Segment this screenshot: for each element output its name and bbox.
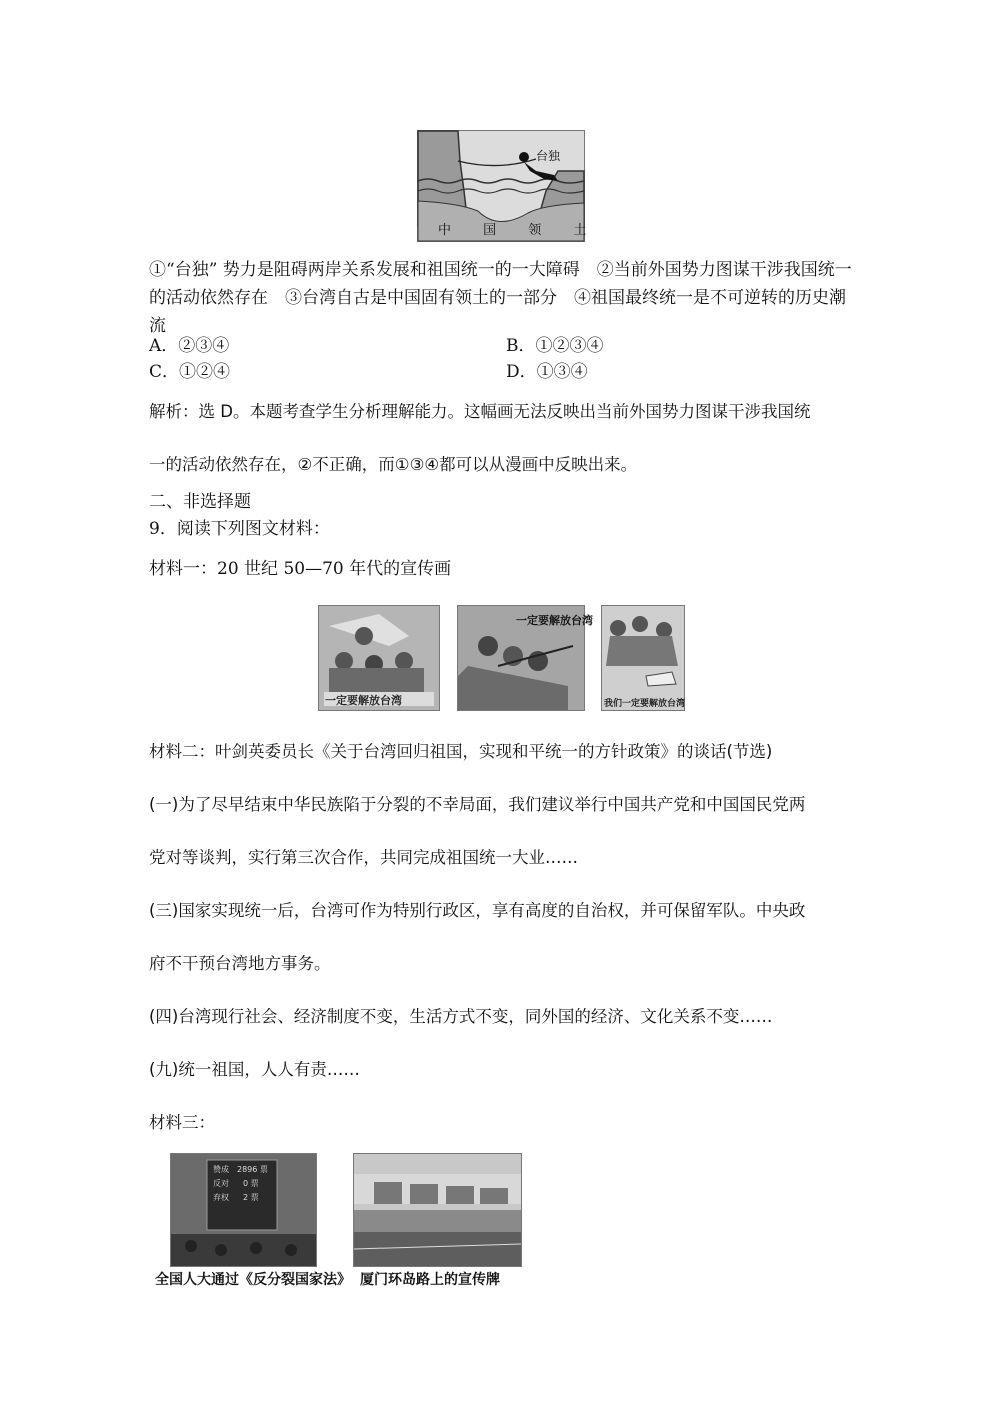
- vote-row-1-label: 赞成: [213, 1165, 229, 1174]
- poster-1: [318, 605, 440, 711]
- photo-xiamen-billboard: [353, 1153, 522, 1267]
- material-2-p4: (四)台湾现行社会、经济制度不变，生活方式不变，同外国的经济、文化关系不变……: [149, 1007, 773, 1026]
- photo-1-caption: 全国人大通过《反分裂国家法》: [155, 1272, 351, 1288]
- cartoon-label-taidu: 台独: [536, 149, 561, 163]
- material-1-title: 材料一：20 世纪 50—70 年代的宣传画: [149, 559, 452, 579]
- vote-row-2-value: 0 票: [243, 1179, 259, 1188]
- poster-3-art: [602, 606, 684, 710]
- material-2-p1-line1: (一)为了尽早结束中华民族陷于分裂的不幸局面，我们建议举行中国共产党和中国国民党两: [149, 795, 806, 814]
- analysis-line-2: 一的活动依然存在，②不正确，而①③④都可以从漫画中反映出来。: [149, 455, 638, 474]
- photo-2-caption: 厦门环岛路上的宣传牌: [360, 1272, 500, 1288]
- taidu-cartoon: [417, 130, 601, 242]
- vote-row-2-label: 反对: [213, 1179, 229, 1188]
- cartoon-ground-text: 中 国 领 土: [438, 223, 601, 238]
- poster-2-slogan: 一定要解放台湾: [516, 614, 593, 627]
- material-3-title: 材料三：: [149, 1113, 215, 1132]
- material-2-p3-line1: (三)国家实现统一后，台湾可作为特别行政区，享有高度的自治权，并可保留军队。中央政: [149, 901, 806, 920]
- option-b: B．①②③④: [506, 336, 604, 356]
- analysis-line-1: 解析：选 D。本题考查学生分析理解能力。这幅画无法反映出当前外国势力图谋干涉我国统: [149, 402, 811, 421]
- material-2-p9: (九)统一祖国，人人有责……: [149, 1060, 360, 1079]
- poster-1-slogan: 一定要解放台湾: [325, 694, 402, 707]
- poster-3-slogan: 我们一定要解放台湾: [604, 699, 686, 709]
- poster-3: [601, 605, 685, 711]
- poster-2: [457, 605, 593, 711]
- material-2-p1-line2: 党对等谈判，实行第三次合作，共同完成祖国统一大业……: [149, 848, 578, 867]
- section-heading: 二、非选择题: [149, 492, 251, 512]
- photo-xiamen-art: [354, 1154, 521, 1266]
- material-2-p3-line2: 府不干预台湾地方事务。: [149, 954, 331, 973]
- option-c: C．①②④: [149, 362, 231, 382]
- vote-row-3-label: 弃权: [213, 1193, 229, 1202]
- photo-npc-vote: [170, 1153, 317, 1267]
- vote-row-3-value: 2 票: [243, 1193, 259, 1202]
- question-9: 9．阅读下列图文材料：: [149, 519, 330, 539]
- vote-row-1-value: 2896 票: [237, 1165, 268, 1174]
- option-a: A．②③④: [149, 336, 230, 356]
- option-d: D．①③④: [506, 362, 588, 382]
- q8-statement: ①“台独” 势力是阻碍两岸关系发展和祖国统一的一大障碍 ②当前外国势力图谋干涉我国统一的活动依然存在 ③台湾自古是中国固有领土的一部分 ④祖国最终统一是不可逆转的历史潮流: [149, 260, 852, 336]
- material-2-title: 材料二：叶剑英委员长《关于台湾回归祖国，实现和平统一的方针政策》的谈话(节选): [149, 742, 773, 761]
